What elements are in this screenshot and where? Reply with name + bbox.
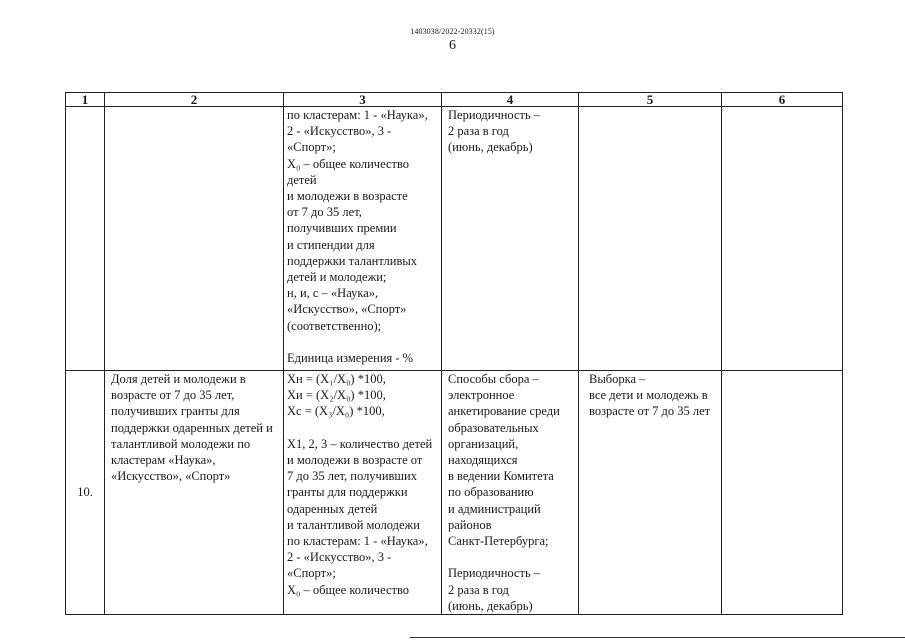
- cell-text-line: кластерам «Наука»,: [111, 453, 216, 468]
- cell-formula: [284, 107, 442, 371]
- cell-text-line: и администраций: [448, 501, 541, 516]
- cell-text-line: Выборка –: [589, 372, 646, 386]
- document-id: 1403038/2022-20332(15): [410, 27, 495, 36]
- cell-indicator-name: [105, 107, 284, 371]
- page-edge-line: [410, 637, 905, 638]
- cell-text-line: [287, 420, 441, 436]
- cell-formula: [284, 371, 442, 615]
- cell-text-line: талантливой молодежи по: [111, 436, 251, 451]
- cell-text-line: районов: [448, 517, 492, 532]
- column-header: 4: [442, 93, 579, 107]
- cell-text-line: от 7 до 35 лет,: [287, 205, 362, 220]
- cell-text-line: (соответственно);: [287, 318, 382, 333]
- cell-text-line: 2 - «Искусство», 3 -: [287, 124, 392, 139]
- cell-text-line: Х1, 2, 3 – количество детей: [287, 436, 433, 451]
- cell-text-line: и стипендии для: [287, 237, 375, 252]
- cell-text-line: Единица измерения - %: [287, 351, 414, 366]
- cell-text-line: н, и, с – «Наука»,: [287, 286, 379, 301]
- cell-notes: [722, 371, 843, 615]
- cell-text-line: возрасте от 7 до 35 лет,: [111, 388, 235, 403]
- cell-text-line: 7 до 35 лет, получивших: [287, 469, 417, 484]
- cell-text-line: Хн = (Х₁/Х₀) *100,: [287, 372, 386, 386]
- page-number: 6: [449, 38, 456, 53]
- cell-text-line: Х₀ – общее количество: [287, 156, 410, 171]
- table-row: [66, 107, 843, 371]
- cell-text-line: находящихся: [448, 453, 518, 468]
- cell-text-line: электронное: [448, 388, 515, 403]
- cell-text-line: Х₀ – общее количество: [287, 582, 410, 597]
- cell-text-line: получивших гранты для: [111, 404, 240, 419]
- cell-text-line: [448, 549, 578, 565]
- cell-text-line: организаций,: [448, 436, 519, 451]
- cell-text-line: Периодичность –: [448, 566, 541, 581]
- cell-text-line: и молодежи в возрасте от: [287, 453, 423, 467]
- cell-text-line: по кластерам: 1 - «Наука»,: [287, 108, 428, 122]
- cell-text-line: возрасте от 7 до 35 лет: [589, 404, 711, 419]
- cell-notes: [722, 107, 843, 371]
- cell-text-line: Хс = (Х₃/Х₀) *100,: [287, 404, 385, 419]
- cell-text-line: детей: [287, 172, 317, 187]
- column-header: 2: [105, 93, 284, 107]
- cell-text-line: поддержки талантливых: [287, 253, 417, 268]
- cell-text-line: 2 - «Искусство», 3 -: [287, 550, 392, 565]
- column-header: 6: [722, 93, 843, 107]
- cell-text-line: в ведении Комитета: [448, 469, 554, 484]
- cell-text-line: одаренных детей: [287, 501, 378, 516]
- cell-text-line: Санкт-Петербурга;: [448, 534, 549, 549]
- cell-text-line: «Спорт»;: [287, 140, 336, 155]
- cell-collection-method: [442, 107, 579, 371]
- cell-text-line: Периодичность –: [448, 108, 541, 122]
- cell-text-line: получивших премии: [287, 221, 397, 236]
- cell-text-line: «Спорт»;: [287, 566, 336, 581]
- cell-text-line: по образованию: [448, 485, 534, 500]
- cell-text-line: (июнь, декабрь): [448, 598, 533, 613]
- table-header-row: [66, 93, 843, 107]
- cell-text-line: 2 раза в год: [448, 582, 509, 597]
- cell-sample: [579, 371, 722, 615]
- cell-number: [66, 107, 105, 371]
- cell-text-line: образовательных: [448, 420, 539, 435]
- cell-text-line: (июнь, декабрь): [448, 140, 533, 155]
- cell-text-line: «Искусство», «Спорт»: [287, 302, 407, 317]
- cell-sample: [579, 107, 722, 371]
- cell-indicator-name: [105, 371, 284, 615]
- cell-text-line: [287, 334, 441, 350]
- cell-text-line: Хи = (Х₂/Х₀) *100,: [287, 388, 386, 403]
- cell-text-line: по кластерам: 1 - «Наука»,: [287, 534, 428, 549]
- cell-text-line: все дети и молодежь в: [589, 388, 708, 403]
- cell-text-line: поддержки одаренных детей и: [111, 420, 273, 435]
- cell-text-line: и талантливой молодежи: [287, 517, 420, 532]
- cell-text-line: 2 раза в год: [448, 124, 509, 139]
- cell-text-line: гранты для поддержки: [287, 485, 408, 500]
- column-header: 5: [579, 93, 722, 107]
- cell-text-line: Доля детей и молодежи в: [111, 372, 246, 386]
- column-header: 1: [66, 93, 105, 107]
- column-header: 3: [284, 93, 442, 107]
- indicator-table: [65, 92, 843, 615]
- cell-text-line: анкетирование среди: [448, 404, 560, 419]
- cell-number: 10.: [66, 371, 105, 615]
- cell-collection-method: [442, 371, 579, 615]
- cell-text-line: и молодежи в возрасте: [287, 189, 408, 204]
- cell-text-line: Способы сбора –: [448, 372, 539, 386]
- cell-text-line: детей и молодежи;: [287, 270, 387, 285]
- cell-text-line: «Искусство», «Спорт»: [111, 469, 231, 484]
- table-row: [66, 371, 843, 615]
